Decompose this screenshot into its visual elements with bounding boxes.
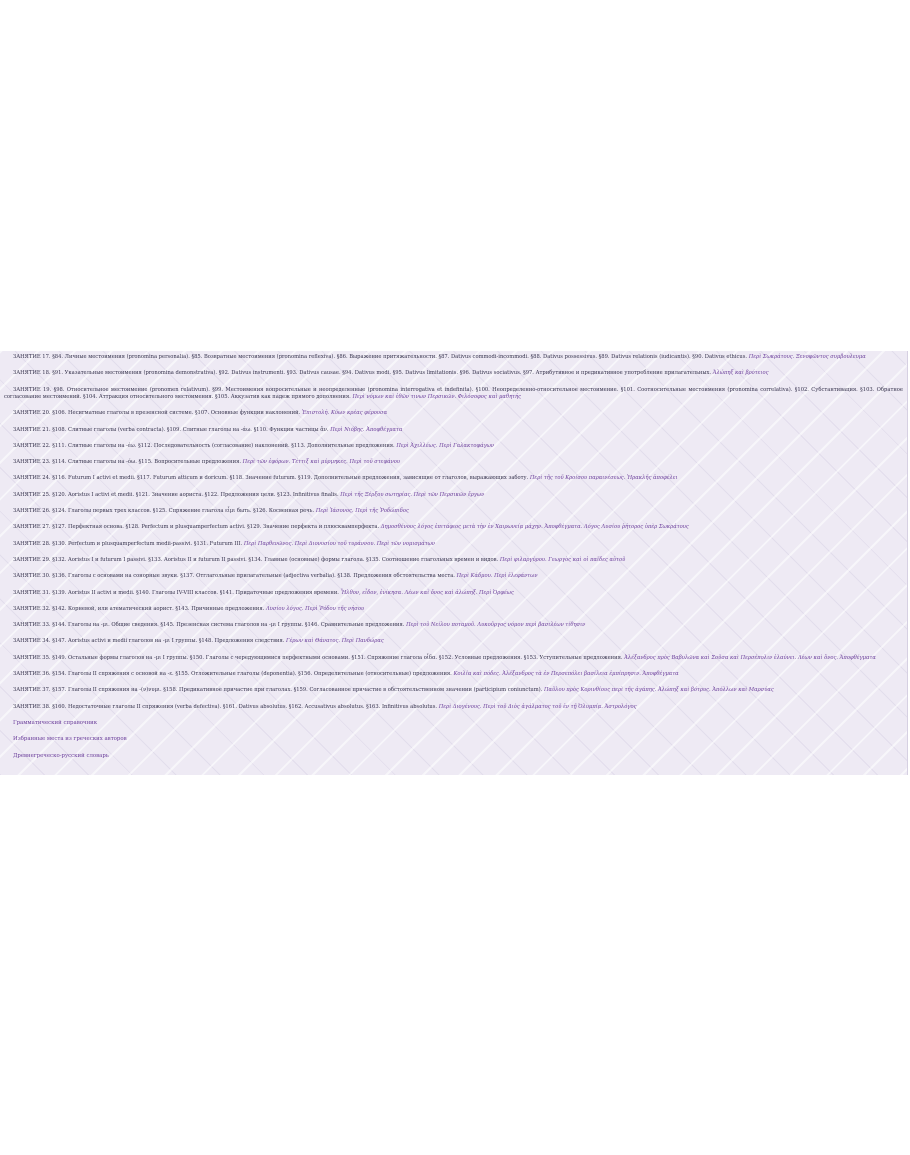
lesson-text: ЗАНЯТИЕ 32. §142. Корневой, или атематический аорист. §143. Причинные предложения. [13, 605, 265, 612]
lesson-text: ЗАНЯТИЕ 30. §136. Глаголы с основами на сонорные звуки. §137. Отглагольные прилагательные (adjectiva verbalia). §138. Предложения обстоятельства места. [13, 573, 455, 580]
lesson-text: ЗАНЯТИЕ 27. §127. Перфектная основа. §128. Perfectum и plusquamperfectum activi. §129. Значение перфекта и плюсквамперфекта. [13, 524, 380, 531]
lesson-entry [4, 638, 903, 645]
grammar-reference-link[interactable]: Грамматический справочник [13, 719, 98, 726]
lesson-entry [4, 387, 903, 402]
lesson-text: ЗАНЯТИЕ 17. §84. Личные местоимения (pronomina personalia). §85. Возвратные местоимения (pronomina reflexiva). §86. Выражение притяжательности. §87. Dativus commodi-incommodi. §88. Dativus possessivus. §89. Dativus relationis (iudicantis). §90. Dativus ethicus. [13, 354, 748, 360]
lesson-entry [4, 622, 903, 629]
lesson-text: ЗАНЯТИЕ 19. §98. Относительное местоимение (pronomen relativum). §99. Местоимения вопросительные и неопределенные (pronomina interrogativa et indefinita). §100. Неопределенно-относительное местоимение. §101. Соотносительные местоимения (pronomina correlativa). §102. Субстантивация. §103. Обратное согласование местоимений. §104. Аттракция относительного местоимения. §105. Аккузатив как падеж прямого дополнения. [4, 386, 903, 400]
lessons-content [0, 351, 908, 775]
lesson-entry [4, 410, 903, 417]
reading-links[interactable]: Περὶ Ἀχιλλέως. Περὶ Γαλακτοφάγων [396, 442, 495, 449]
lesson-text: ЗАНЯТИЕ 29. §132. Aoristus I и futurum I passivi. §133. Aoristus II и futurum II passivi. §134. Главные (основные) формы глагола. §135. Соотношение глагольных времен и видов. [13, 556, 499, 563]
lesson-text: ЗАНЯТИЕ 38. §160. Недостаточные глаголы II спряжения (verba defectiva). §161. Dativus absolutus. §162. Accusativus absolutus. §163. Infinitivus absolutus. [13, 703, 438, 710]
reading-links[interactable]: Ἦλθον, εἶδον, ἐνίκησα. Λέων καὶ ὄνος καὶ ἀλώπηξ. Περὶ Ὀρφέως [340, 589, 514, 596]
lesson-text: ЗАНЯТИЕ 25. §120. Aoristus I activi et medii. §121. Значение аориста. §122. Предложения цели. §123. Infinitivus finalis. [13, 491, 339, 498]
reading-links[interactable]: Περὶ Νιόβης. Ἀποφθέγματα [330, 426, 403, 433]
reading-links[interactable]: Περὶ Σωκράτους. Ξενοφῶντος συμβουλευμα [748, 354, 866, 360]
lesson-entry [4, 492, 903, 499]
lesson-text: ЗАНЯТИЕ 36. §154. Глаголы II спряжения с основой на -ε. §155. Отложительные глаголы (deponentia). §156. Определительные (относительные) предложения. [13, 671, 452, 678]
lesson-text: ЗАНЯТИЕ 26. §124. Глаголы первых трех классов. §125. Спряжение глагола εἶμι быть. §126. Косвенная речь. [13, 508, 315, 515]
dictionary-link[interactable]: Древнегреческо-русский словарь [13, 752, 109, 759]
reading-links[interactable]: Περὶ τῆς Ξέρξου σωτηρίας. Περὶ τῶν Περσικῶν ἔργων [340, 491, 485, 498]
lesson-text: ЗАНЯТИЕ 37. §157. Глаголы II спряжения на -(ν)νυμι. §158. Предикативное причастие при глаголах. §159. Согласованное причастие в обстоятельственном значении (participium coniunctum). [13, 687, 543, 694]
reading-links[interactable]: Περὶ νόμων καὶ ἐθῶν τινων Περσικῶν. Φιλόσοφος καὶ μαθητής [352, 394, 522, 400]
lesson-text: ЗАНЯТИЕ 28. §130. Perfectum и plusquamperfectum medii-passivi. §131. Futurum III. [13, 540, 243, 547]
lesson-text: ЗАНЯТИЕ 22. §111. Слитные глаголы на -έω. §112. Последовательность (согласование) наклонений. §113. Дополнительные предложения. [13, 442, 395, 449]
reading-links[interactable]: Περὶ Διογένους. Περὶ τοῦ Διὸς ἀγάλματος τοῦ ἐν τῇ Ὀλυμπίᾳ. Ἀστρολόγος [438, 703, 637, 710]
reading-links[interactable]: Περὶ Κάδμου. Περὶ ἐλεφάντων [456, 573, 538, 580]
reading-links[interactable]: Περὶ Παρθενῶνος. Περὶ Διονυσίου τοῦ τυράννου. Περὶ τῶν νομισμάτων [243, 540, 436, 547]
reading-links[interactable]: Ἀλώπηξ καὶ βρότειος [712, 370, 769, 377]
reading-links[interactable]: Κοιλία καὶ πόδες. Ἀλέξανδρος τὰ ἐν Περσεπόλει βασίλεια ἐμπίπρησιν. Ἀποφθέγματα [453, 671, 679, 678]
lesson-text: ЗАНЯТИЕ 31. §139. Aoristus II activi и medii. §140. Глаголы IV-VIII классов. §141. Придаточные предложения времени. [13, 589, 339, 596]
reading-links[interactable]: Δημοσθένους λόγος ἐπιτάφιος μετὰ τὴν ἐν Χαιρωνείᾳ μάχην. Ἀποφθέγματα. Λόγος Λυσίου ῥήτορος ὑπὲρ Σωκράτους [380, 524, 689, 531]
reading-links[interactable]: Ἀλέξανδρος πρὸς Βαβυλῶνα καὶ Σοῦσα καὶ Περσέπολιν ἐλαύνει. Λέων καὶ ὄνος. Ἀποφθέγματα [624, 654, 876, 661]
reading-links[interactable]: Περὶ τῆς τοῦ Κροίσου παραινέσεως. Ἡρακλῆς ἀποφέλει [529, 475, 678, 482]
reading-links[interactable]: Γέρων καὶ Θάνατος. Περὶ Πανδώρας [286, 638, 384, 645]
lesson-entry [4, 354, 903, 361]
lesson-entry [4, 541, 903, 548]
lesson-entry [4, 606, 903, 613]
lesson-entry [4, 590, 903, 597]
selected-authors-link[interactable]: Избранные места из греческих авторов [13, 736, 127, 743]
lesson-entry [4, 557, 903, 564]
lesson-text: ЗАНЯТИЕ 20. §106. Несигматные глаголы в презенсной системе. §107. Основные функции наклонений. [13, 410, 301, 417]
reading-links[interactable]: Περὶ τῶν ἐφόρων. Τέττιξ καὶ μύρμηκες. Περὶ τοῦ στεφάνου [242, 459, 401, 466]
lesson-text: ЗАНЯТИЕ 18. §91. Указательные местоимения (pronomina demonstrativa). §92. Dativus instrumenti. §93. Dativus causae. §94. Dativus modi. §95. Dativus limitationis. §96. Dativus sociativus. §97. Атрибутивное и предикативное употребление прилагательных. [13, 370, 712, 377]
lesson-text: ЗАНЯТИЕ 35. §149. Остальные формы глаголов на -μι I группы. §150. Глаголы с чередующимися перфектными основами. §151. Спряжение глагола οἶδα. §152. Условные предложения. §153. Уступительные предложения. [13, 654, 623, 661]
lesson-entry [4, 427, 903, 434]
lesson-text: ЗАНЯТИЕ 33. §144. Глаголы на -μι. Общие сведения. §145. Презенсная система глаголов на -μι I группы. §146. Сравнительные предложения. [13, 622, 405, 629]
lesson-entry [4, 370, 903, 377]
reading-links[interactable]: Ἐπιστολή. Κύων κρέας φέρουσα [301, 410, 388, 417]
reading-links[interactable]: Περὶ τοῦ Νείλου ποταμοῦ. Λυκοῦργος νόμον περὶ βασιλέων τίθησιν [406, 622, 586, 629]
lesson-entry [4, 655, 903, 662]
lesson-entry [4, 475, 903, 482]
lesson-entry [4, 459, 903, 466]
reading-links[interactable]: Παῦλου πρὸς Κορινθίους περὶ τῆς ἀγάπης. Ἀλώπηξ καὶ βότρυς. Ἀπόλλων καὶ Μαρσύας [544, 687, 774, 694]
lesson-entry [4, 508, 903, 515]
lesson-text: ЗАНЯТИЕ 24. §116. Futurum I activi et medii. §117. Futurum atticum и doricum. §118. Значение futurum. §119. Дополнительные предложения, зависящие от глаголов, выражающих заботу. [13, 475, 529, 482]
lesson-text: ЗАНЯТИЕ 23. §114. Слитные глаголы на -όω. §115. Вопросительные предложения. [13, 459, 242, 466]
reading-links[interactable]: Λυσίου λόγος. Περὶ Ῥόδου τῆς νήσου [265, 605, 365, 612]
lesson-entry [4, 704, 903, 711]
reading-links[interactable]: Περὶ Ἰάσονος. Περὶ τῆς Ῥοδώπιδος [315, 508, 409, 515]
lesson-entry [4, 443, 903, 450]
lesson-entry [4, 573, 903, 580]
lesson-entry [4, 687, 903, 694]
lesson-entry [4, 671, 903, 678]
lesson-text: ЗАНЯТИЕ 21. §108. Слитные глаголы (verba contracta). §109. Слитные глаголы на -άω. §110. Функции частицы ἄν. [13, 426, 329, 433]
reading-links[interactable]: Περὶ φιλαργύρου. Γεωργὸς καὶ οἱ παῖδες αὐτοῦ [499, 556, 626, 563]
lesson-text: ЗАНЯТИЕ 34. §147. Aoristus activi и medii глаголов на -μι I группы. §148. Предложения следствия. [13, 638, 285, 645]
lesson-entry [4, 524, 903, 531]
